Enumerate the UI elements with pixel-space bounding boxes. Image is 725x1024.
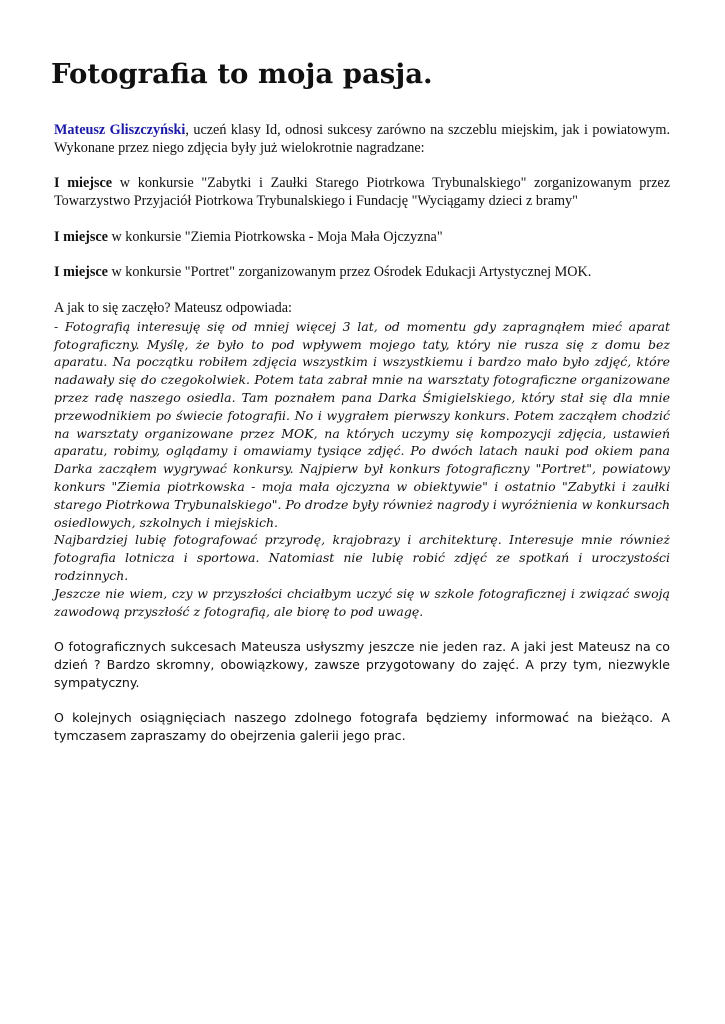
closing-paragraph: O fotograficznych sukcesach Mateusza usłyszmy jeszcze nie jeden raz. A jaki jest Mateusz na co dzień ? Bardzo skromny, obowiązkowy, zawsze przygotowany do zajęć. A przy tym, niezwykle sympatyczny. bbox=[54, 639, 670, 690]
award-text: w konkursie "Zabytki i Zaułki Starego Piotrkowa Trybunalskiego" zorganizowanym przez Towarzystwo Przyjaciół Piotrkowa Trybunalskiego i Fundację "Wyciągamy dzieci z bramy" bbox=[54, 175, 670, 210]
author-name: Mateusz Gliszczyński bbox=[54, 122, 186, 138]
answer-paragraph: Jeszcze nie wiem, czy w przyszłości chciałbym uczyć się w szkole fotograficznej i związać swoją zawodową przyszłość z fotografią, ale biorę to pod uwagę. bbox=[54, 585, 670, 619]
award-label: I miejsce bbox=[54, 264, 108, 281]
award-item bbox=[54, 264, 670, 282]
award-label: I miejsce bbox=[54, 228, 108, 245]
award-text: w konkursie "Ziemia Piotrkowska - Moja Mała Ojczyzna" bbox=[107, 228, 443, 245]
interview-quote bbox=[54, 300, 670, 620]
page-title: Fotografia to moja pasja. bbox=[51, 58, 433, 90]
intro-text: , uczeń klasy Id, odnosi sukcesy zarówno na szczeblu miejskim, jak i powiatowym. Wykonane przez niego zdjęcia były już wielokrotnie nagradzane: bbox=[54, 122, 670, 156]
answer-paragraph: - Fotografią interesuję się od mniej więcej 3 lat, od momentu gdy zapragnąłem mieć aparat fotograficzny. Myślę, że było to pod wpływem mojego taty, który nie rusza się z domu bez aparatu. Na początku robiłem zdjęcia wszystkim i wszystkiemu i bardzo mało było zdjęć, które nadawały się do czegokolwiek. Potem tata zabrał mnie na warsztaty fotograficzne organizowane przez radę naszego osiedla. Tam poznałem pana Darka Śmigielskiego, który stał się dla mnie przewodnikiem po świecie fotografii. No i wygrałem pierwszy konkurs. Potem zacząłem chodzić na warsztaty organizowane przez MOK, na których uczymy się kompozycji zdjęcia, ustawień aparatu, robimy, oglądamy i omawiamy tysiące zdjęć. Po dwóch latach nauki pod okiem pana Darka zacząłem wygrywać konkursy. Najpierw był konkurs fotograficzny "Portret", powiatowy konkurs "Ziemia piotrkowska - moja mała ojczyzna w obiektywie" i ostatnio "Zabytki i zaułki starego Piotrkowa Trybunalskiego". Po drodze były również nagrody i wyróżnienia w konkursach osiedlowych, szkolnych i miejskich. bbox=[54, 318, 670, 530]
interview-question: A jak to się zaczęło? Mateusz odpowiada: bbox=[54, 299, 292, 316]
article-body bbox=[54, 122, 670, 745]
closing-paragraph: O kolejnych osiągnięciach naszego zdolnego fotografa będziemy informować na bieżąco. A tymczasem zapraszamy do obejrzenia galerii jego prac. bbox=[54, 710, 670, 744]
award-item bbox=[54, 175, 670, 211]
answer-paragraph: Najbardziej lubię fotografować przyrodę, krajobrazy i architekturę. Interesuje mnie również fotografia lotnicza i sportowa. Natomiast nie lubię robić zdjęć ze spotkań i uroczystości rodzinnych. bbox=[54, 532, 670, 583]
intro-paragraph bbox=[54, 122, 670, 158]
award-item bbox=[54, 229, 670, 247]
award-text: w konkursie "Portret" zorganizowanym przez Ośrodek Edukacji Artystycznej MOK. bbox=[107, 264, 592, 281]
award-label: I miejsce bbox=[54, 175, 113, 192]
article bbox=[51, 56, 670, 763]
